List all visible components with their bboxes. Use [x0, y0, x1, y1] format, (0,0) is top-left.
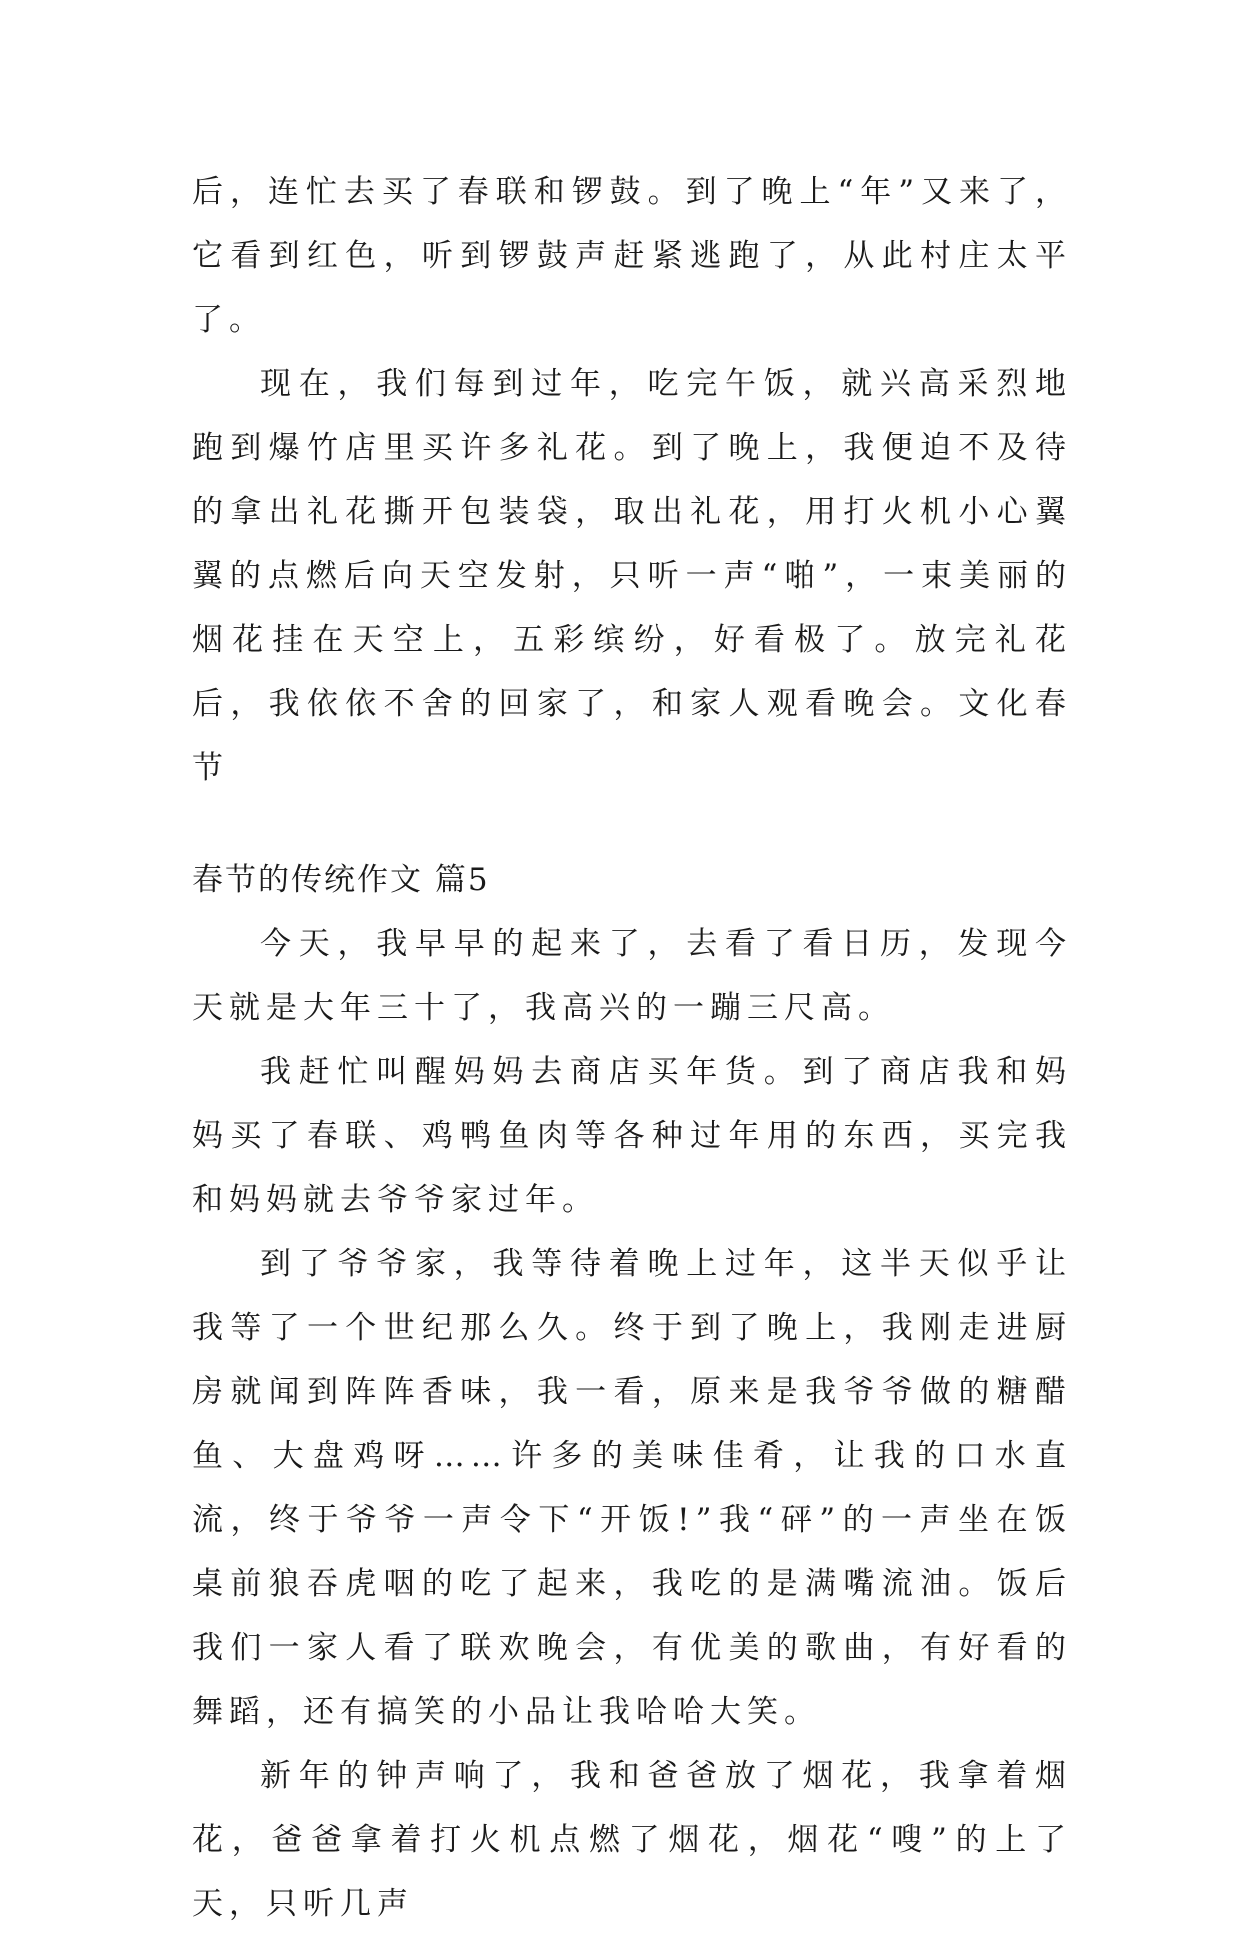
paragraph: 后，连忙去买了春联和锣鼓。到了晚上“年”又来了，它看到红色，听到锣鼓声赶紧逃跑了，从此村庄太平了。	[192, 174, 1072, 338]
paragraph: 到了爷爷家，我等待着晚上过年，这半天似乎让我等了一个世纪那么久。终于到了晚上，我刚走进厨房就闻到阵阵香味，我一看，原来是我爷爷做的糖醋鱼、大盘鸡呀……许多的美味佳肴，让我的口水直流，终于爷爷一声令下“开饭!”我“砰”的一声坐在饭桌前狼吞虎咽的吃了起来，我吃的是满嘴流油。饭后我们一家人看了联欢晚会，有优美的歌曲，有好看的舞蹈，还有搞笑的小品让我哈哈大笑。	[192, 1246, 1072, 1730]
paragraph: 现在，我们每到过年，吃完午饭，就兴高采烈地跑到爆竹店里买许多礼花。到了晚上，我便迫不及待的拿出礼花撕开包装袋，取出礼花，用打火机小心翼翼的点燃后向天空发射，只听一声“啪”，一束美丽的烟花挂在天空上，五彩缤纷，好看极了。放完礼花后，我依依不舍的回家了，和家人观看晚会。文化春节	[192, 366, 1072, 786]
paragraph: 今天，我早早的起来了，去看了看日历，发现今天就是大年三十了，我高兴的一蹦三尺高。	[192, 926, 1072, 1026]
section-heading: 春节的传统作文 篇5	[192, 862, 490, 898]
section-gap	[192, 800, 1072, 848]
paragraph: 新年的钟声响了，我和爸爸放了烟花，我拿着烟花，爸爸拿着打火机点燃了烟花，烟花“嗖”的上了天，只听几声	[192, 1758, 1072, 1922]
paragraph: 我赶忙叫醒妈妈去商店买年货。到了商店我和妈妈买了春联、鸡鸭鱼肉等各种过年用的东西，买完我和妈妈就去爷爷家过年。	[192, 1054, 1072, 1218]
document-body	[192, 160, 1072, 1936]
